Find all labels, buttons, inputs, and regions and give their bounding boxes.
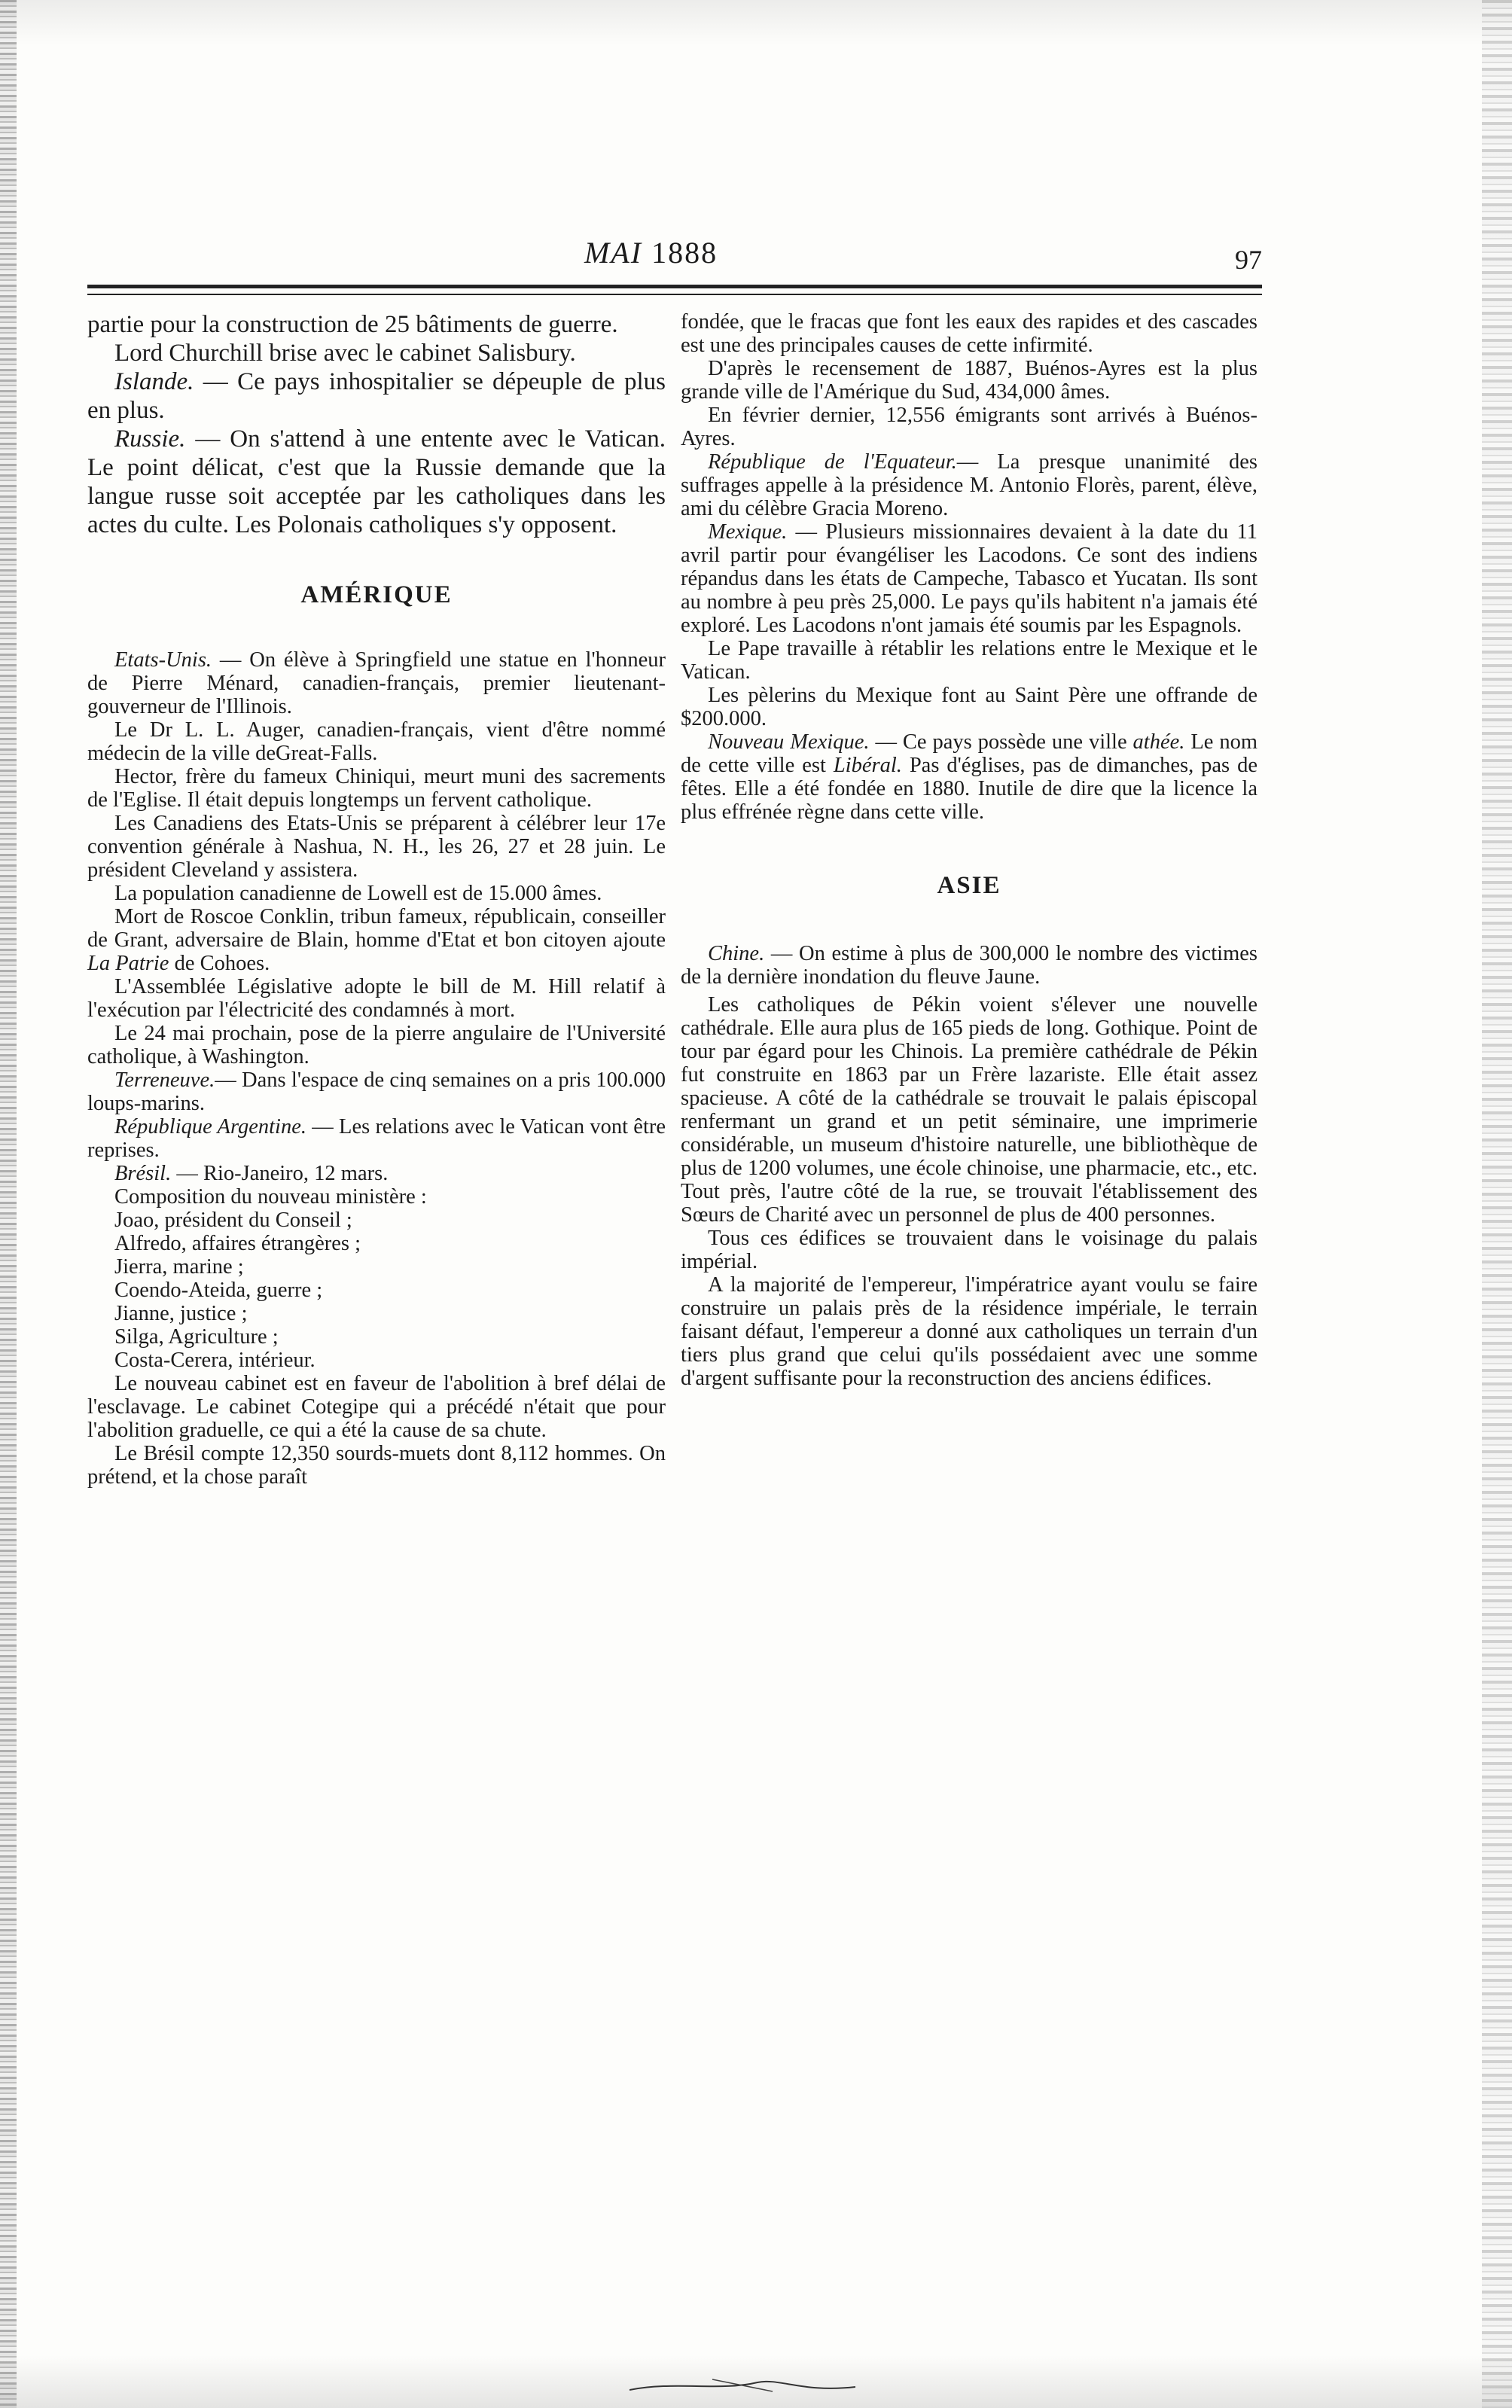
emphasis-word: Libéral. xyxy=(833,754,902,777)
paragraph: Les Canadiens des Etats-Unis se préparent à célébrer leur 17e convention générale à Nashua, N. H., les 26, 27 et 28 juin. Le président Cleveland y assistera. xyxy=(87,812,666,882)
ministry-item: Costa-Cerera, intérieur. xyxy=(114,1349,316,1372)
paragraph-text: — Rio-Janeiro, 12 mars. xyxy=(171,1162,389,1185)
paragraph: Hector, frère du fameux Chiniqui, meurt muni des sacrements de l'Eglise. Il était depuis longtemps un fervent catholique. xyxy=(87,765,666,812)
country-label: Brésil. xyxy=(114,1162,172,1185)
paragraph: Le nouveau cabinet est en faveur de l'abolition à bref délai de l'esclavage. Le cabinet Cotegipe qui a précédé n'était que pour l'abolition graduelle, ce qui a été la cause de sa chute. xyxy=(87,1372,666,1442)
running-head-date xyxy=(584,235,718,270)
page-number: 97 xyxy=(1235,245,1262,275)
etats-unis-paragraph xyxy=(87,648,666,718)
country-label: Islande. xyxy=(114,368,194,395)
header-year: 1888 xyxy=(651,236,718,270)
conklin-paragraph xyxy=(87,905,666,975)
left-lead-block xyxy=(87,310,666,539)
paragraph-text: Le nom de cette ville est xyxy=(681,730,1258,777)
paragraph: D'après le recensement de 1887, Buénos-Ayres est la plus grande ville de l'Amérique du Sud, 434,000 âmes. xyxy=(681,357,1257,404)
paragraph: Le Brésil compte 12,350 sourds-muets dont 8,112 hommes. On prétend, et la chose paraît xyxy=(87,1442,666,1489)
terreneuve-paragraph xyxy=(87,1068,666,1115)
paragraph: partie pour la construction de 25 bâtiments de guerre. xyxy=(87,311,618,338)
paragraph-text: — Ce pays possède une ville xyxy=(869,730,1133,754)
equateur-paragraph xyxy=(681,450,1257,520)
scan-edge-left xyxy=(0,0,17,2408)
newspaper-name: La Patrie xyxy=(87,952,169,975)
country-label: Terreneuve. xyxy=(114,1068,215,1092)
paragraph: Le Dr L. L. Auger, canadien-français, vient d'être nommé médecin de la ville deGreat-Falls. xyxy=(87,718,666,765)
section-title-asie: ASIE xyxy=(937,872,1001,899)
running-header xyxy=(87,235,1262,280)
paragraph: Le 24 mai prochain, pose de la pierre angulaire de l'Université catholique, à Washington. xyxy=(87,1022,666,1068)
country-label: Russie. xyxy=(114,425,186,453)
paragraph: Les pèlerins du Mexique font au Saint Père une offrande de $200.000. xyxy=(681,684,1257,730)
paragraph-text: Pas d'églises, pas de dimanches, pas de fêtes. Elle a été fondée en 1880. Inutile de dire que la licence la plus effrénée règne dans cette ville. xyxy=(681,754,1257,824)
paragraph: En février dernier, 12,556 émigrants sont arrivés à Buénos-Ayres. xyxy=(681,404,1257,450)
emphasis-word: athée. xyxy=(1132,730,1185,754)
paragraph: A la majorité de l'empereur, l'impératrice ayant voulu se faire construire un palais près de la résidence impériale, le terrain faisant défaut, l'empereur a donné aux catholiques un terrain d'un tiers plus grand que celui qu'ils possédaient avec une somme d'argent suffisante pour la reconstruction des anciens édifices. xyxy=(681,1273,1257,1390)
paragraph: fondée, que le fracas que font les eaux des rapides et des cascades est une des principales causes de cette infirmité. xyxy=(681,310,1257,357)
scan-edge-right xyxy=(1482,0,1512,2408)
paragraph: Tous ces édifices se trouvaient dans le voisinage du palais impérial. xyxy=(681,1227,1257,1273)
paragraph-text: — On estime à plus de 300,000 le nombre des victimes de la dernière inondation du fleuve Jaune. xyxy=(681,942,1257,989)
header-rule-thin xyxy=(87,294,1262,295)
paragraph: Les catholiques de Pékin voient s'élever une nouvelle cathédrale. Elle aura plus de 165 pieds de long. Gothique. Point de tour par égard pour les Chinois. La première cathédrale de Pékin fut construite en 1863 par un Frère lazariste. Elle était assez spacieuse. A côté de la cathédrale se trouvait le palais épiscopal renfermant un grand et un petit séminaire, une imprimerie considérable, un museum d'histoire naturelle, une bibliothèque de plus de 1200 volumes, une école chinoise, une pharmacie, etc., etc. Tout près, l'autre côté de la rue, se trouvait l'établissement des Sœurs de Charité avec un personnel de plus de 400 personnes. xyxy=(681,993,1257,1227)
paragraph-text: — On s'attend à une entente avec le Vatican. Le point délicat, c'est que la Russie demande que la langue russe soit acceptée par les catholiques dans les actes du culte. Les Polonais catholiques s'y opposent. xyxy=(87,425,666,538)
paragraph-text: — Ce pays inhospitalier se dépeuple de plus en plus. xyxy=(87,368,666,424)
country-label: République de l'Equateur. xyxy=(708,450,957,474)
nouveau-mexique-paragraph xyxy=(681,730,1257,824)
paragraph: Le Pape travaille à rétablir les relations entre le Mexique et le Vatican. xyxy=(681,637,1257,684)
country-label: République Argentine. xyxy=(114,1115,306,1138)
header-rule-thick xyxy=(87,285,1262,288)
paragraph-text: — Les relations avec le Vatican vont être reprises. xyxy=(87,1115,666,1162)
country-label: Etats-Unis. xyxy=(114,648,212,672)
paragraph-text: — Plusieurs missionnaires devaient à la date du 11 avril partir pour évangéliser les Lacodons. Ce sont des indiens répandus dans les états de Campeche, Tabasco et Yucatan. Ils sont au nombre à peu près 25,000. Le pays qu'ils habitent n'a jamais été exploré. Les Lacodons n'ont jamais été soumis par les Espagnols. xyxy=(681,520,1257,637)
header-month: MAI xyxy=(584,236,643,270)
paragraph-text: — On élève à Springfield une statue en l'honneur de Pierre Ménard, canadien-français, premier lieutenant-gouverneur de l'Illinois. xyxy=(87,648,666,718)
paragraph: Lord Churchill brise avec le cabinet Salisbury. xyxy=(114,340,576,367)
ministry-item: Jianne, justice ; xyxy=(114,1302,248,1325)
russie-paragraph xyxy=(87,425,666,539)
left-news-block xyxy=(87,648,666,1489)
chine-paragraph xyxy=(681,942,1257,989)
scan-shadow-top xyxy=(0,0,1512,45)
ministry-item: Jierra, marine ; xyxy=(114,1255,244,1279)
right-column xyxy=(681,310,1257,1390)
ministry-item: Joao, président du Conseil ; xyxy=(114,1209,352,1232)
ministry-item: Silga, Agriculture ; xyxy=(114,1325,279,1349)
argentine-paragraph xyxy=(87,1115,666,1162)
paragraph: La population canadienne de Lowell est de 15.000 âmes. xyxy=(114,882,602,905)
paragraph-text: de Cohoes. xyxy=(169,952,270,975)
country-label: Nouveau Mexique. xyxy=(708,730,870,754)
paragraph: L'Assemblée Législative adopte le bill de M. Hill relatif à l'exécution par l'électricité des condamnés à mort. xyxy=(87,975,666,1022)
left-column xyxy=(87,310,666,1489)
paragraph-text: — Dans l'espace de cinq semaines on a pris 100.000 loups-marins. xyxy=(87,1068,666,1115)
paragraph-text: Mort de Roscoe Conklin, tribun fameux, républicain, conseiller de Grant, adversaire de Blain, homme d'Etat et bon citoyen ajoute xyxy=(87,905,666,952)
country-label: Chine. xyxy=(708,942,765,965)
mexique-paragraph xyxy=(681,520,1257,637)
bresil-paragraph xyxy=(87,1162,666,1185)
country-label: Mexique. xyxy=(708,520,788,544)
ministry-intro: Composition du nouveau ministère : xyxy=(114,1185,427,1209)
printer-ornament xyxy=(629,2376,855,2394)
ministry-item: Coendo-Ateida, guerre ; xyxy=(114,1279,323,1302)
paragraph-text: — La presque unanimité des suffrages appelle à la présidence M. Antonio Florès, parent, élève, ami du célèbre Gracia Moreno. xyxy=(681,450,1257,520)
islande-paragraph xyxy=(87,367,666,425)
section-title-amerique: AMÉRIQUE xyxy=(300,581,453,608)
ministry-item: Alfredo, affaires étrangères ; xyxy=(114,1232,361,1255)
